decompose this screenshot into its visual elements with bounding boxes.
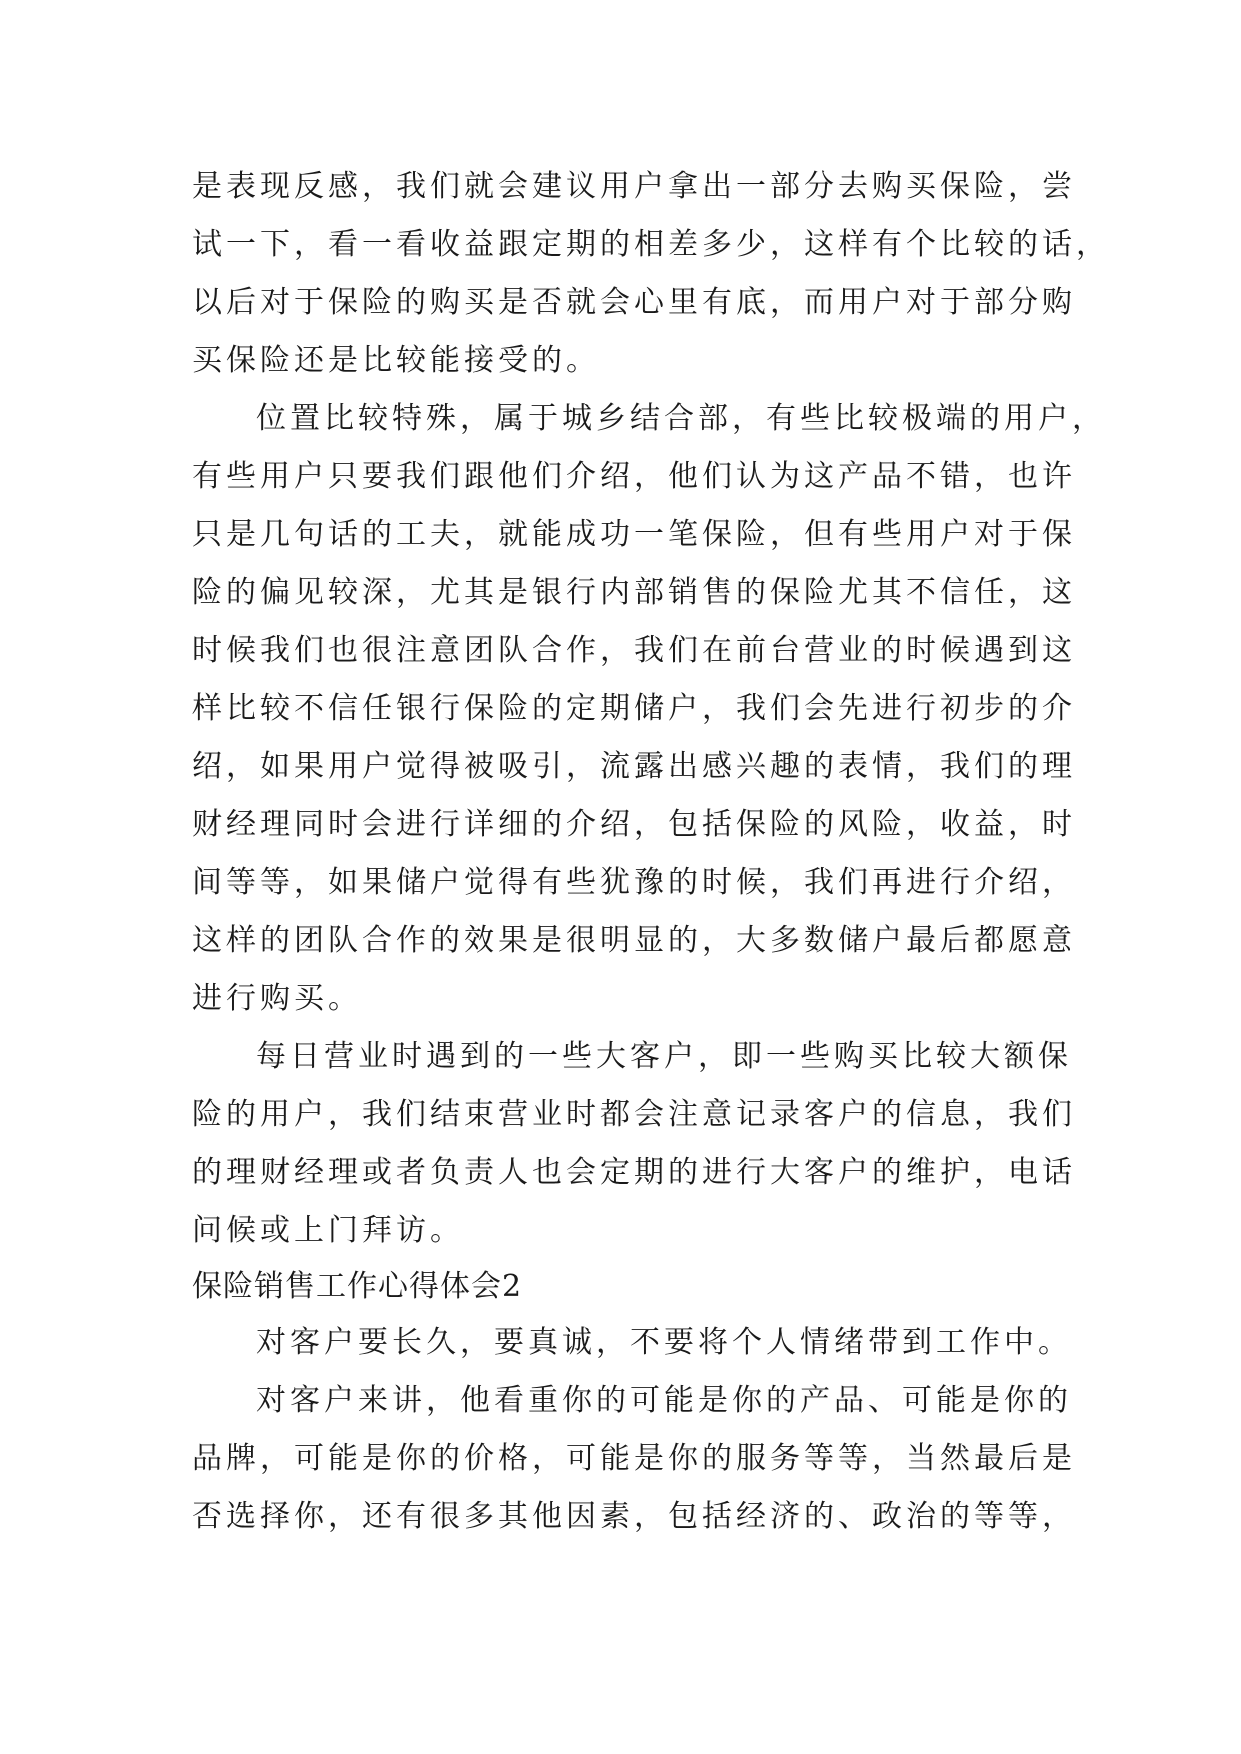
paragraph-1 — [192, 158, 1110, 390]
text-line: 试一下，看一看收益跟定期的相差多少，这样有个比较的话， — [192, 227, 1110, 262]
text-line: 否选择你，还有很多其他因素，包括经济的、政治的等等， — [192, 1499, 1076, 1534]
text-line: 险的用户，我们结束营业时都会注意记录客户的信息，我们 — [192, 1097, 1076, 1132]
paragraph-5 — [192, 1372, 1076, 1546]
text-line: 买保险还是比较能接受的。 — [192, 343, 600, 378]
text-line: 对客户来讲，他看重你的可能是你的产品、可能是你的 — [256, 1383, 1072, 1418]
section-heading: 保险销售工作心得体会2 — [192, 1269, 523, 1304]
text-line: 有些用户只要我们跟他们介绍，他们认为这产品不错，也许 — [192, 459, 1076, 494]
text-line: 进行购买。 — [192, 981, 362, 1016]
text-line: 以后对于保险的购买是否就会心里有底，而用户对于部分购 — [192, 285, 1076, 320]
text-line: 绍，如果用户觉得被吸引，流露出感兴趣的表情，我们的理 — [192, 749, 1076, 784]
text-line: 问候或上门拜访。 — [192, 1213, 464, 1248]
text-line: 这样的团队合作的效果是很明显的，大多数储户最后都愿意 — [192, 923, 1076, 958]
text-line: 时候我们也很注意团队合作，我们在前台营业的时候遇到这 — [192, 633, 1076, 668]
text-line: 每日营业时遇到的一些大客户，即一些购买比较大额保 — [256, 1039, 1072, 1074]
text-line: 品牌，可能是你的价格，可能是你的服务等等，当然最后是 — [192, 1441, 1076, 1476]
text-line: 险的偏见较深，尤其是银行内部销售的保险尤其不信任，这 — [192, 575, 1076, 610]
text-line: 财经理同时会进行详细的介绍，包括保险的风险，收益，时 — [192, 807, 1076, 842]
text-line: 对客户要长久，要真诚，不要将个人情绪带到工作中。 — [256, 1325, 1072, 1360]
paragraph-2 — [192, 390, 1106, 1028]
text-line: 位置比较特殊，属于城乡结合部，有些比较极端的用户， — [256, 401, 1106, 436]
document-body — [192, 158, 1110, 1546]
paragraph-3 — [192, 1028, 1076, 1260]
text-line: 只是几句话的工夫，就能成功一笔保险，但有些用户对于保 — [192, 517, 1076, 552]
text-line: 样比较不信任银行保险的定期储户，我们会先进行初步的介 — [192, 691, 1076, 726]
paragraph-4 — [192, 1314, 1072, 1372]
text-line: 的理财经理或者负责人也会定期的进行大客户的维护，电话 — [192, 1155, 1076, 1190]
text-line: 间等等，如果储户觉得有些犹豫的时候，我们再进行介绍， — [192, 865, 1076, 900]
text-line: 是表现反感，我们就会建议用户拿出一部分去购买保险，尝 — [192, 169, 1076, 204]
